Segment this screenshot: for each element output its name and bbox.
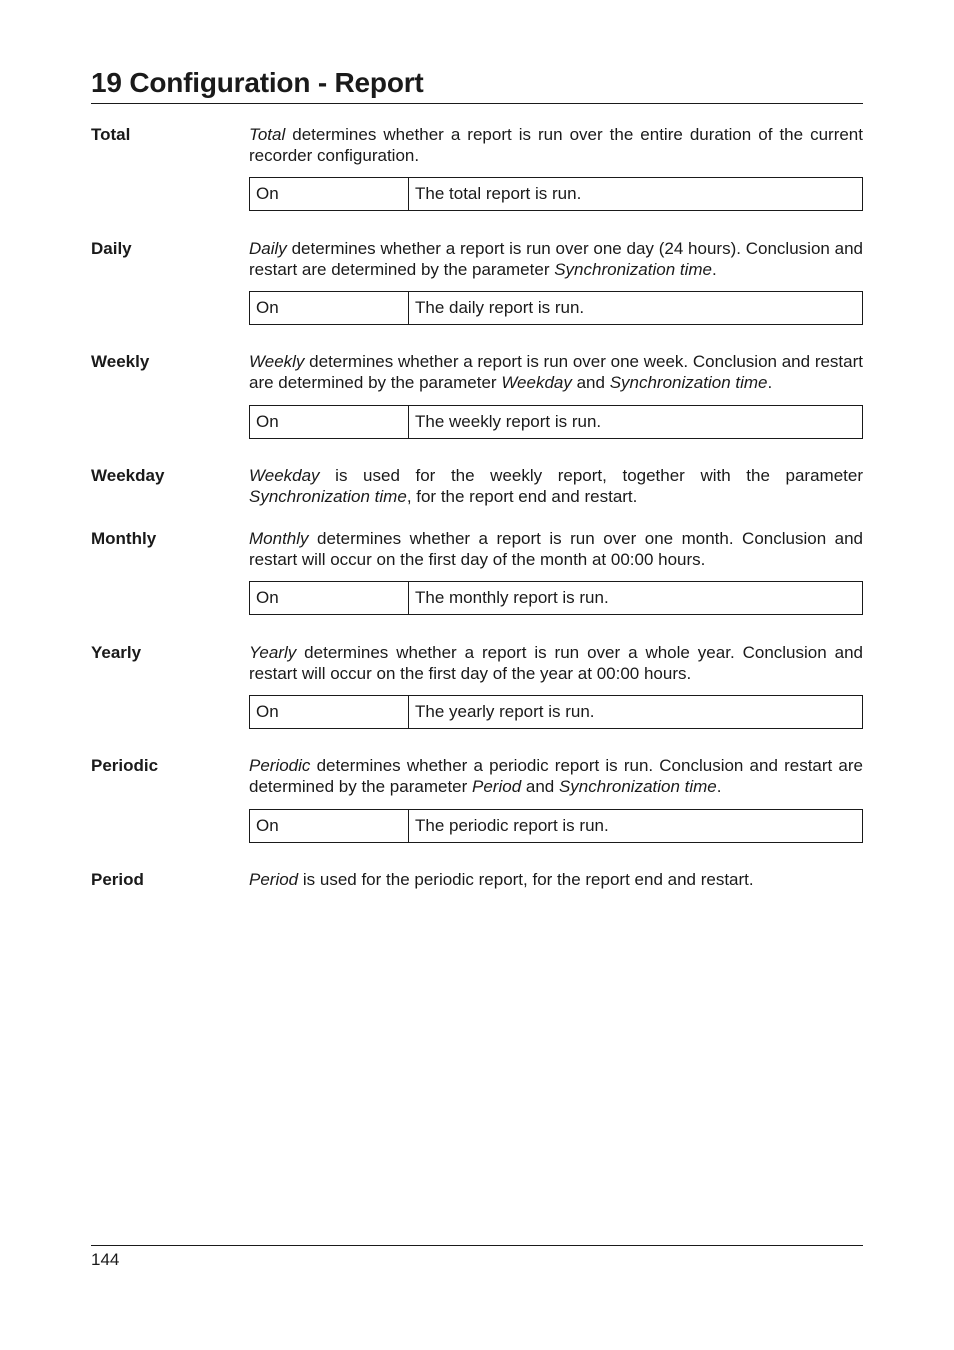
- table-row: [250, 696, 863, 729]
- term-daily: Daily: [91, 239, 132, 258]
- description-yearly: [249, 642, 863, 684]
- desc-emphasis: Period: [249, 870, 299, 889]
- description-weekday: [249, 465, 863, 507]
- table-row: [250, 292, 863, 325]
- option-key: On: [250, 178, 409, 211]
- desc-text: determines whether a report is run over the entire duration of the current recorder configuration.: [249, 125, 863, 165]
- desc-text: determines whether a report is run over one week. Conclusion and restart are determined by the parameter: [249, 352, 863, 392]
- desc-emphasis: Synchronization time: [554, 260, 713, 279]
- option-key: On: [250, 810, 409, 843]
- options-table-monthly: [249, 581, 863, 615]
- description-period: [249, 869, 863, 890]
- option-value: The periodic report is run.: [409, 810, 863, 843]
- page-number: 144: [91, 1250, 120, 1269]
- table-row: [250, 406, 863, 439]
- term-total: Total: [91, 125, 131, 144]
- desc-text: determines whether a periodic report is run. Conclusion and restart are determined by the parameter: [249, 756, 863, 796]
- term-yearly: Yearly: [91, 643, 142, 662]
- desc-text: , for the report end and restart.: [406, 487, 638, 506]
- desc-text: and: [571, 373, 610, 392]
- option-value: The total report is run.: [409, 178, 863, 211]
- option-value: The monthly report is run.: [409, 582, 863, 615]
- desc-emphasis: Synchronization time: [249, 487, 407, 506]
- desc-emphasis: Weekly: [249, 352, 305, 371]
- desc-emphasis: Daily: [249, 239, 287, 258]
- options-table-weekly: [249, 405, 863, 439]
- term-weekly: Weekly: [91, 352, 150, 371]
- desc-text: and: [521, 777, 559, 796]
- desc-text: determines whether a report is run over one day (24 hours). Conclusion and restart are determined by the parameter: [249, 239, 863, 279]
- option-key: On: [250, 696, 409, 729]
- desc-emphasis: Synchronization time: [609, 373, 768, 392]
- options-table-periodic: [249, 809, 863, 843]
- footer-divider: [91, 1245, 863, 1246]
- desc-emphasis: Weekday: [249, 466, 320, 485]
- table-row: [250, 582, 863, 615]
- option-key: On: [250, 292, 409, 325]
- description-monthly: [249, 528, 863, 570]
- option-value: The weekly report is run.: [409, 406, 863, 439]
- desc-text: determines whether a report is run over a whole year. Conclusion and restart will occur on the first day of the year at 00:00 hours.: [249, 643, 863, 683]
- desc-emphasis: Periodic: [249, 756, 311, 775]
- desc-text: is used for the periodic report, for the report end and restart.: [298, 870, 754, 889]
- term-periodic: Periodic: [91, 756, 159, 775]
- desc-emphasis: Weekday: [501, 373, 572, 392]
- page-title: 19 Configuration - Report: [91, 67, 424, 98]
- table-row: [250, 178, 863, 211]
- desc-emphasis: Total: [249, 125, 286, 144]
- options-table-total: [249, 177, 863, 211]
- desc-text: .: [767, 373, 773, 392]
- desc-text: .: [716, 777, 722, 796]
- desc-emphasis: Synchronization time: [558, 777, 717, 796]
- table-row: [250, 810, 863, 843]
- title-divider: [91, 103, 863, 104]
- description-daily: [249, 238, 863, 280]
- description-total: [249, 124, 863, 166]
- term-weekday: Weekday: [91, 466, 165, 485]
- options-table-daily: [249, 291, 863, 325]
- option-value: The daily report is run.: [409, 292, 863, 325]
- term-period: Period: [91, 870, 144, 889]
- options-table-yearly: [249, 695, 863, 729]
- description-weekly: [249, 351, 863, 393]
- desc-text: is used for the weekly report, together with the parameter: [319, 466, 863, 485]
- option-key: On: [250, 406, 409, 439]
- desc-emphasis: Yearly: [249, 643, 297, 662]
- desc-emphasis: Monthly: [249, 529, 309, 548]
- term-monthly: Monthly: [91, 529, 157, 548]
- description-periodic: [249, 755, 863, 797]
- desc-text: determines whether a report is run over one month. Conclusion and restart will occur on the first day of the month at 00:00 hours.: [249, 529, 863, 569]
- desc-text: .: [712, 260, 717, 279]
- option-value: The yearly report is run.: [409, 696, 863, 729]
- option-key: On: [250, 582, 409, 615]
- desc-emphasis: Period: [472, 777, 522, 796]
